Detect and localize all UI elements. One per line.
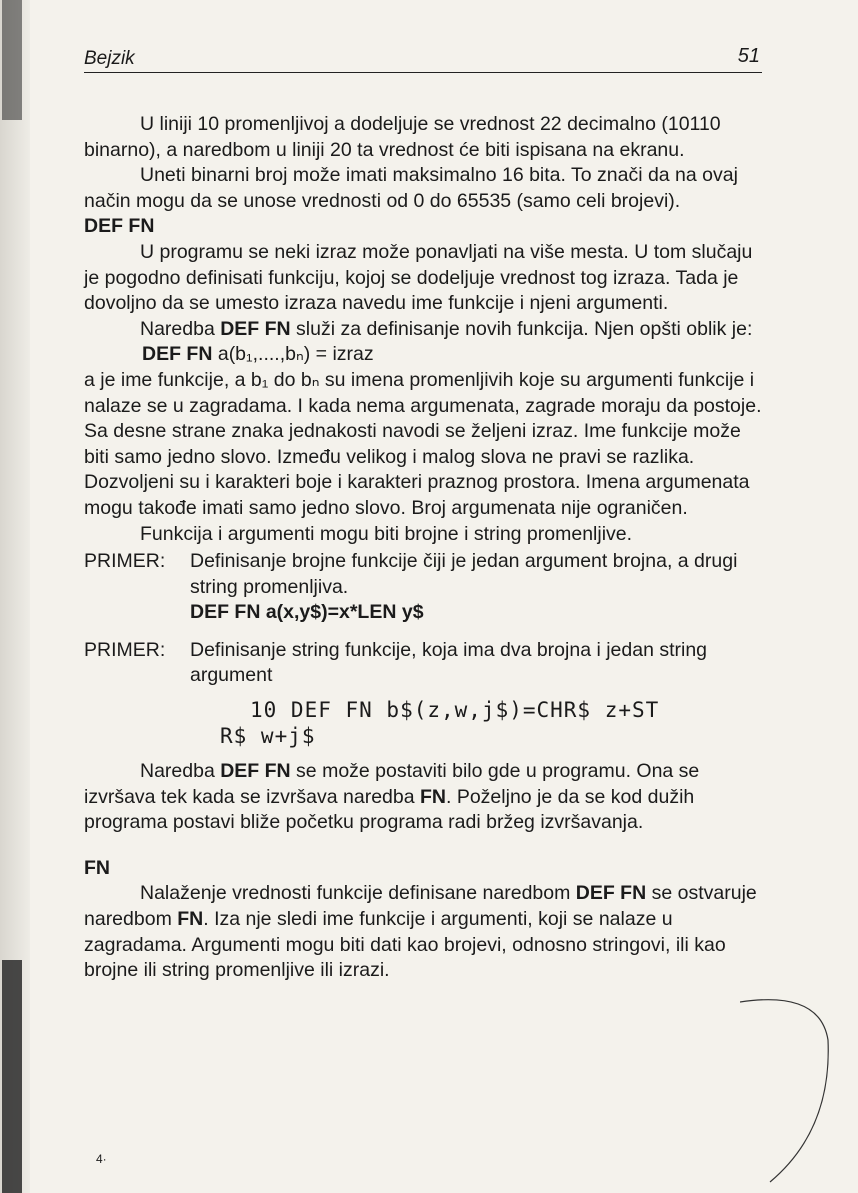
code-line: R$ w+j$ <box>220 724 316 749</box>
keyword-def-fn: DEF FN <box>575 882 647 905</box>
text-span: Naredba <box>140 317 221 340</box>
text-span: . Iza nje sledi ime funkcije i argumenti, koji se nalaze u zagradama. Argumenti mogu biti dati kao brojevi, odnosno stringovi, ili kao brojne ili string promenljive ili izrazi. <box>84 908 726 982</box>
page-number: 51 <box>737 45 760 67</box>
footer-mark: 4· <box>96 1152 107 1166</box>
example-string <box>84 638 764 689</box>
text-span: Nalaženje vrednosti funkcije definisane naredbom <box>140 882 576 905</box>
example-label: PRIMER: <box>84 550 166 573</box>
paragraph-types: Funkcija i argumenti mogu biti brojne i string promenljive. <box>140 522 633 545</box>
syntax-expression: a(b₁,....,bₙ) = izraz <box>217 343 374 366</box>
syntax-formula <box>84 342 764 368</box>
section-heading-def-fn: DEF FN <box>84 215 155 238</box>
example-description: Definisanje brojne funkcije čiji je jedan argument brojna, a drugi string promenljiva. <box>190 550 738 598</box>
page-binding-edge <box>0 0 30 1193</box>
keyword-fn: FN <box>420 785 446 808</box>
code-line: 10 DEF FN b$(z,w,j$)=CHR$ z+ST <box>250 698 660 723</box>
example-code: DEF FN a(x,y$)=x*LEN y$ <box>190 601 424 624</box>
example-numeric <box>84 549 764 626</box>
running-head: Bejzik <box>84 48 135 69</box>
text-span: se može postaviti bilo gde u programu. Ona se izvršava tek kada se izvršava naredba <box>84 760 700 808</box>
paragraph-def-fn-form <box>84 317 764 343</box>
page-header <box>84 40 762 73</box>
paragraph-def-fn-placement <box>84 759 764 836</box>
keyword-fn: FN <box>177 908 204 931</box>
section-heading-fn: FN <box>84 856 110 879</box>
paragraph-intro: U liniji 10 promenljivoj a dodeljuje se vrednost 22 decimalno (10110 binarno), a naredbom u liniji 20 ta vrednost će biti ispisana na ekranu. <box>84 113 721 161</box>
pen-arc-mark <box>740 990 840 1190</box>
keyword-def-fn: DEF FN <box>220 760 291 783</box>
example-description: Definisanje string funkcije, koja ima dva brojna i jedan string argument <box>190 638 708 687</box>
paragraph-def-fn-purpose: U programu se neki izraz može ponavljati na više mesta. U tom slučaju je pogodno definisati funkciju, kojoj se dodeljuje vrednost tog izraza. Tada je dovoljno da se umesto izraza navedu ime funkcije i njeni argumenti. <box>84 240 753 315</box>
text-span: se ostvaruje naredbom <box>84 882 757 931</box>
text-span: služi za definisanje novih funkcija. Njen opšti oblik je: <box>290 317 753 340</box>
paragraph-binary-limit: Uneti binarni broj može imati maksimalno 16 bita. To znači da na ovaj način mogu da se unose vrednosti od 0 do 65535 (samo celi brojevi). <box>84 164 738 212</box>
paragraph-def-fn-rules: a je ime funkcije, a b₁ do bₙ su imena promenljivih koje su argumenti funkcije i nalaze se u zagradama. I kada nema argumenata, zagrade moraju da postoje. Sa desne strane znaka jednakosti navodi se željeni izraz. Ime funkcije može biti samo jedno slovo. Između velikog i malog slova ne pravi se razlika. Dozvoljeni su i karakteri boje i karakteri praznog prostora. Imena argumenata mogu takođe imati samo jedno slovo. Broj argumenata nije ograničen. <box>84 368 762 519</box>
paragraph-fn <box>84 881 764 983</box>
example-label: PRIMER: <box>84 638 166 661</box>
keyword-def-fn: DEF FN <box>220 317 291 340</box>
keyword-def-fn: DEF FN <box>142 343 213 366</box>
text-span: Naredba <box>140 760 221 783</box>
page-body <box>84 112 764 984</box>
text-span: . Poželjno je da se kod dužih programa postavi bliže početku programa radi bržeg izvršavanja. <box>84 785 695 834</box>
